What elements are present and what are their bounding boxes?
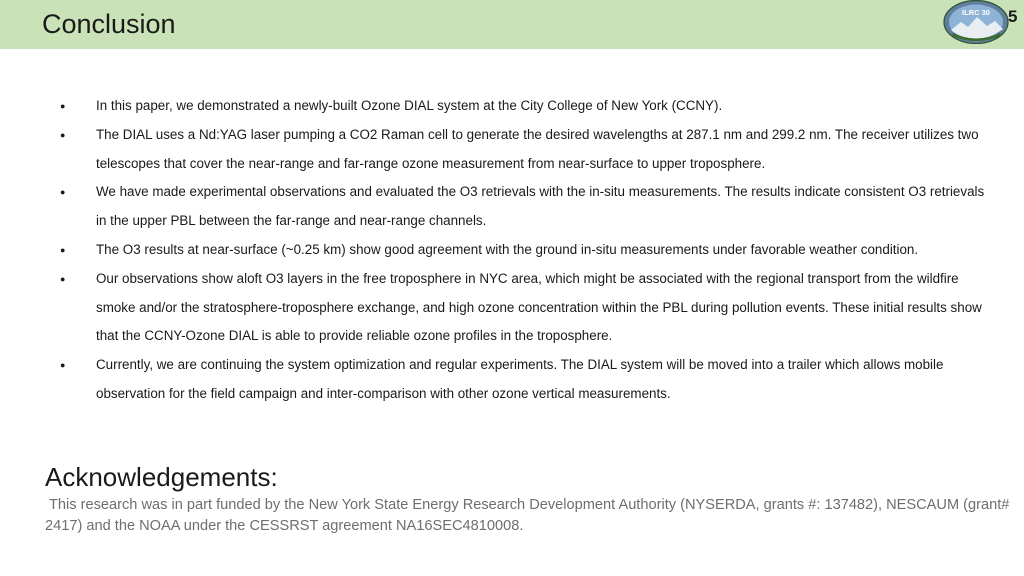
conclusion-list (58, 92, 988, 409)
acknowledgements-text: This research was in part funded by the New York State Energy Research Development Authority (NYSERDA, grants #: 137482), NESCAUM (grant# 2417) and the NOAA under the CESSRST agreement NA16SEC4810008. (45, 497, 1010, 534)
logo-label: ILRC 30 (962, 8, 990, 17)
ilrc-logo (943, 0, 1009, 44)
acknowledgements-heading: Acknowledgements: (45, 462, 278, 492)
list-item: ● The DIAL uses a Nd:YAG laser pumping a CO2 Raman cell to generate the desired wavelengths at 287.1 nm and 299.2 nm. The receiver utilizes two telescopes that cover the near-range and far-range ozone measurement from near-surface to upper troposphere. (58, 121, 988, 179)
page-title: Conclusion (42, 9, 176, 39)
list-item: ● We have made experimental observations and evaluated the O3 retrievals with the in-situ measurements. The results indicate consistent O3 retrievals in the upper PBL between the far-range and near-range channels. (58, 178, 988, 236)
list-item: ● Currently, we are continuing the system optimization and regular experiments. The DIAL system will be moved into a trailer which allows mobile observation for the field campaign and inter-comparison with other ozone vertical measurements. (58, 351, 988, 409)
page-number: 5 (1008, 7, 1018, 26)
list-item: ● The O3 results at near-surface (~0.25 km) show good agreement with the ground in-situ measurements under favorable weather condition. (58, 236, 988, 265)
list-item: ● In this paper, we demonstrated a newly-built Ozone DIAL system at the City College of New York (CCNY). (58, 92, 988, 121)
header-bar (0, 0, 1024, 49)
list-item: ● Our observations show aloft O3 layers in the free troposphere in NYC area, which might be associated with the regional transport from the wildfire smoke and/or the stratosphere-troposphere exchange, and high ozone concentration within the PBL during pollution events. These initial results show that the CCNY-Ozone DIAL is able to provide reliable ozone profiles in the troposphere. (58, 265, 988, 351)
